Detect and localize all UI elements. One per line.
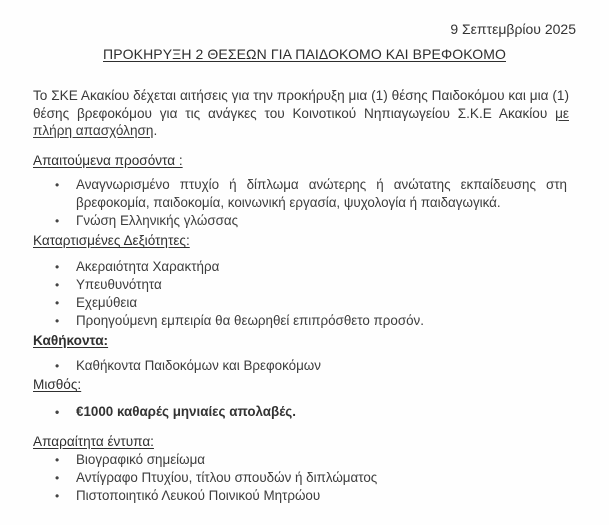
bullet-icon: • xyxy=(55,489,60,503)
list-item xyxy=(0,176,609,212)
bullet-icon: • xyxy=(55,214,60,228)
list-item xyxy=(0,469,609,487)
duties-heading: Καθήκοντα: xyxy=(33,333,109,348)
documents-heading: Απαραίτητα έντυπα: xyxy=(33,434,154,449)
bullet-icon: • xyxy=(55,314,60,328)
intro-text: Το ΣΚΕ Ακακίου δέχεται αιτήσεις για την προκήρυξη μια (1) θέσης Παιδοκόμου και μια (1) θέσης βρεφοκόμου για τις ανάγκες του Κοινοτικού Νηπιαγωγείου Σ.Κ.Ε Ακακίου xyxy=(33,88,569,121)
list-item xyxy=(0,451,609,469)
bullet-icon: • xyxy=(55,359,60,373)
list-item xyxy=(0,212,609,230)
documents-list xyxy=(0,451,609,505)
intro-tail: . xyxy=(153,123,158,138)
bullet-icon: • xyxy=(55,453,60,467)
qualifications-list xyxy=(0,176,609,230)
list-item-text: Αντίγραφο Πτυχίου, τίτλου σπουδών ή διπλώματος xyxy=(76,470,378,485)
bullet-icon: • xyxy=(55,471,60,485)
salary-heading: Μισθός: xyxy=(33,377,82,392)
list-item xyxy=(0,276,609,294)
list-item-text: Υπευθυνότητα xyxy=(76,277,162,292)
list-item xyxy=(0,403,609,421)
bullet-icon: • xyxy=(55,278,60,292)
bullet-icon: • xyxy=(55,260,60,274)
skills-heading: Καταρτισμένες Δεξιότητες: xyxy=(33,233,190,248)
salary-amount: €1000 καθαρές μηνιαίες απολαβές. xyxy=(76,404,296,419)
skills-list xyxy=(0,258,609,330)
bullet-icon: • xyxy=(55,178,60,192)
duties-list xyxy=(0,357,609,375)
salary-list xyxy=(0,403,609,421)
list-item-text: Πιστοποιητικό Λευκού Ποινικού Μητρώου xyxy=(76,488,321,503)
intro-paragraph xyxy=(33,87,569,140)
list-item xyxy=(0,487,609,505)
bullet-icon: • xyxy=(55,296,60,310)
list-item-text: Βιογραφικό σημείωμα xyxy=(76,452,206,467)
document-title: ΠΡΟΚΗΡΥΞΗ 2 ΘΕΣΕΩΝ ΓΙΑ ΠΑΙΔΟΚΟΜΟ ΚΑΙ ΒΡΕΦΟΚΟΜΟ xyxy=(103,46,506,62)
list-item-text: Γνώση Ελληνικής γλώσσας xyxy=(76,213,239,228)
list-item xyxy=(0,294,609,312)
list-item-text: Ακεραιότητα Χαρακτήρα xyxy=(76,259,220,274)
list-item-text: Προηγούμενη εμπειρία θα θεωρηθεί επιπρόσθετο προσόν. xyxy=(76,313,424,328)
list-item xyxy=(0,258,609,276)
intro-underlined-text: με πλήρη απασχόληση xyxy=(33,105,569,138)
list-item xyxy=(0,357,609,375)
list-item-text: Εχεμύθεια xyxy=(76,295,138,310)
bullet-icon: • xyxy=(55,405,60,419)
list-item-text: Καθήκοντα Παιδοκόμων και Βρεφοκόμων xyxy=(76,358,321,373)
list-item-text: Αναγνωρισμένο πτυχίο ή δίπλωμα ανώτερης ή ανώτατης εκπαίδευσης στη βρεφοκομία, παιδοκομία, κοινωνική εργασία, ψυχολογία ή παιδαγωγικά. xyxy=(76,177,567,210)
qualifications-heading: Απαιτούμενα προσόντα : xyxy=(33,153,183,168)
document-date: 9 Σεπτεμβρίου 2025 xyxy=(450,21,576,37)
list-item xyxy=(0,312,609,330)
